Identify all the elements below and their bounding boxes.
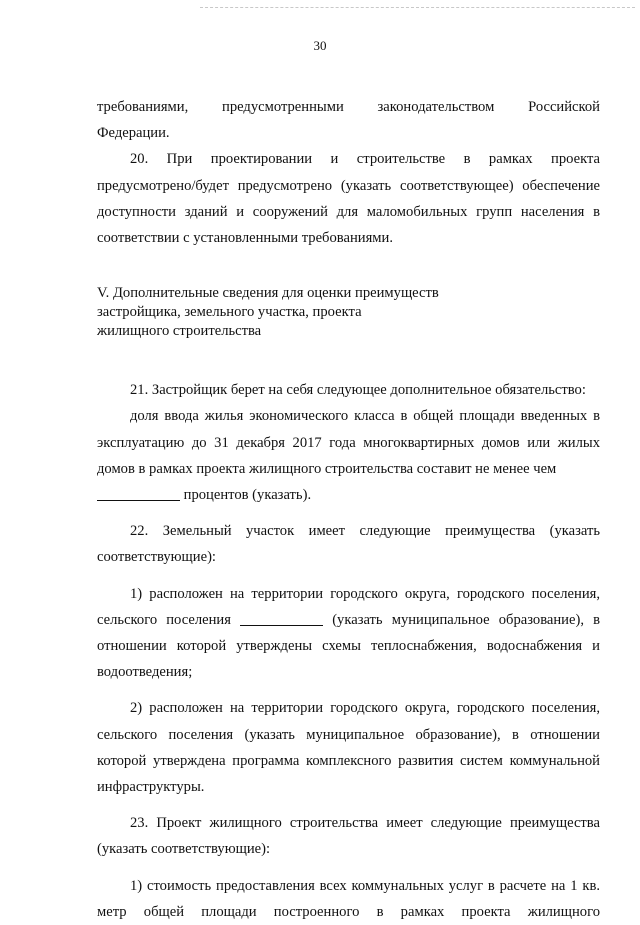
paragraph-22-item1-rest — [97, 607, 600, 686]
blank-field — [97, 486, 180, 501]
scan-edge-line — [200, 7, 635, 8]
section-heading-line1: V. Дополнительные сведения для оценки преимуществ — [97, 285, 439, 302]
paragraph-23-item1-line1: 1) стоимость предоставления всех коммунальных услуг в расчете на 1 кв. — [130, 877, 600, 894]
paragraph-20-rest: предусмотрено/будет предусмотрено (указать соответствующее) обеспечение доступности зданий и сооружений для маломобильных групп населения в соответствии с установленными требованиями. — [97, 177, 600, 247]
paragraph-21-end-text: процентов (указать). — [183, 487, 312, 504]
paragraph-continuation-line1: требованиями, предусмотренными законодательством Российской — [97, 99, 600, 115]
page-number: 30 — [313, 38, 327, 53]
paragraph-21-body: доля ввода жилья экономического класса в общей площади введенных в эксплуатацию до 31 декабря 2017 года многоквартирных домов или жилых домов в рамках проекта жилищного строительства составит не менее чем — [97, 408, 600, 477]
section-heading-line3: жилищного строительства — [97, 323, 262, 340]
paragraph-22-item1-pre: сельского поселения — [97, 611, 231, 628]
paragraph-continuation-line2: Федерации. — [97, 125, 170, 142]
document-body — [97, 94, 600, 925]
paragraph-22-item1-line1: 1) расположен на территории городского округа, городского поселения, — [130, 585, 600, 602]
section-heading-line2: застройщика, земельного участка, проекта — [97, 304, 362, 321]
blank-field — [240, 611, 323, 626]
paragraph-20-line1: 20. При проектировании и строительстве в рамках проекта — [130, 151, 600, 168]
paragraph-22-item2: 2) расположен на территории городского округа, городского поселения, сельского поселения (указать муниципальное образование), в отношении которой утверждена программа комплексного развития систем коммунальной инфраструктуры. — [97, 700, 600, 796]
paragraph-22-item1-post: (указать муниципальное образование), в отношении которой утверждены схемы теплоснабжения, водоснабжения и водоотведения; — [97, 611, 600, 681]
section-heading — [97, 284, 600, 341]
paragraph-21-end — [97, 482, 600, 508]
paragraph-22: 22. Земельный участок имеет следующие преимущества (указать соответствующие): — [97, 523, 600, 566]
paragraph-23-item1-line2: метр общей площади построенного в рамках проекта жилищного — [97, 903, 600, 920]
paragraph-21-line1: 21. Застройщик берет на себя следующее дополнительное обязательство: — [130, 382, 586, 399]
paragraph-23: 23. Проект жилищного строительства имеет следующие преимущества (указать соответствующие): — [97, 815, 600, 858]
